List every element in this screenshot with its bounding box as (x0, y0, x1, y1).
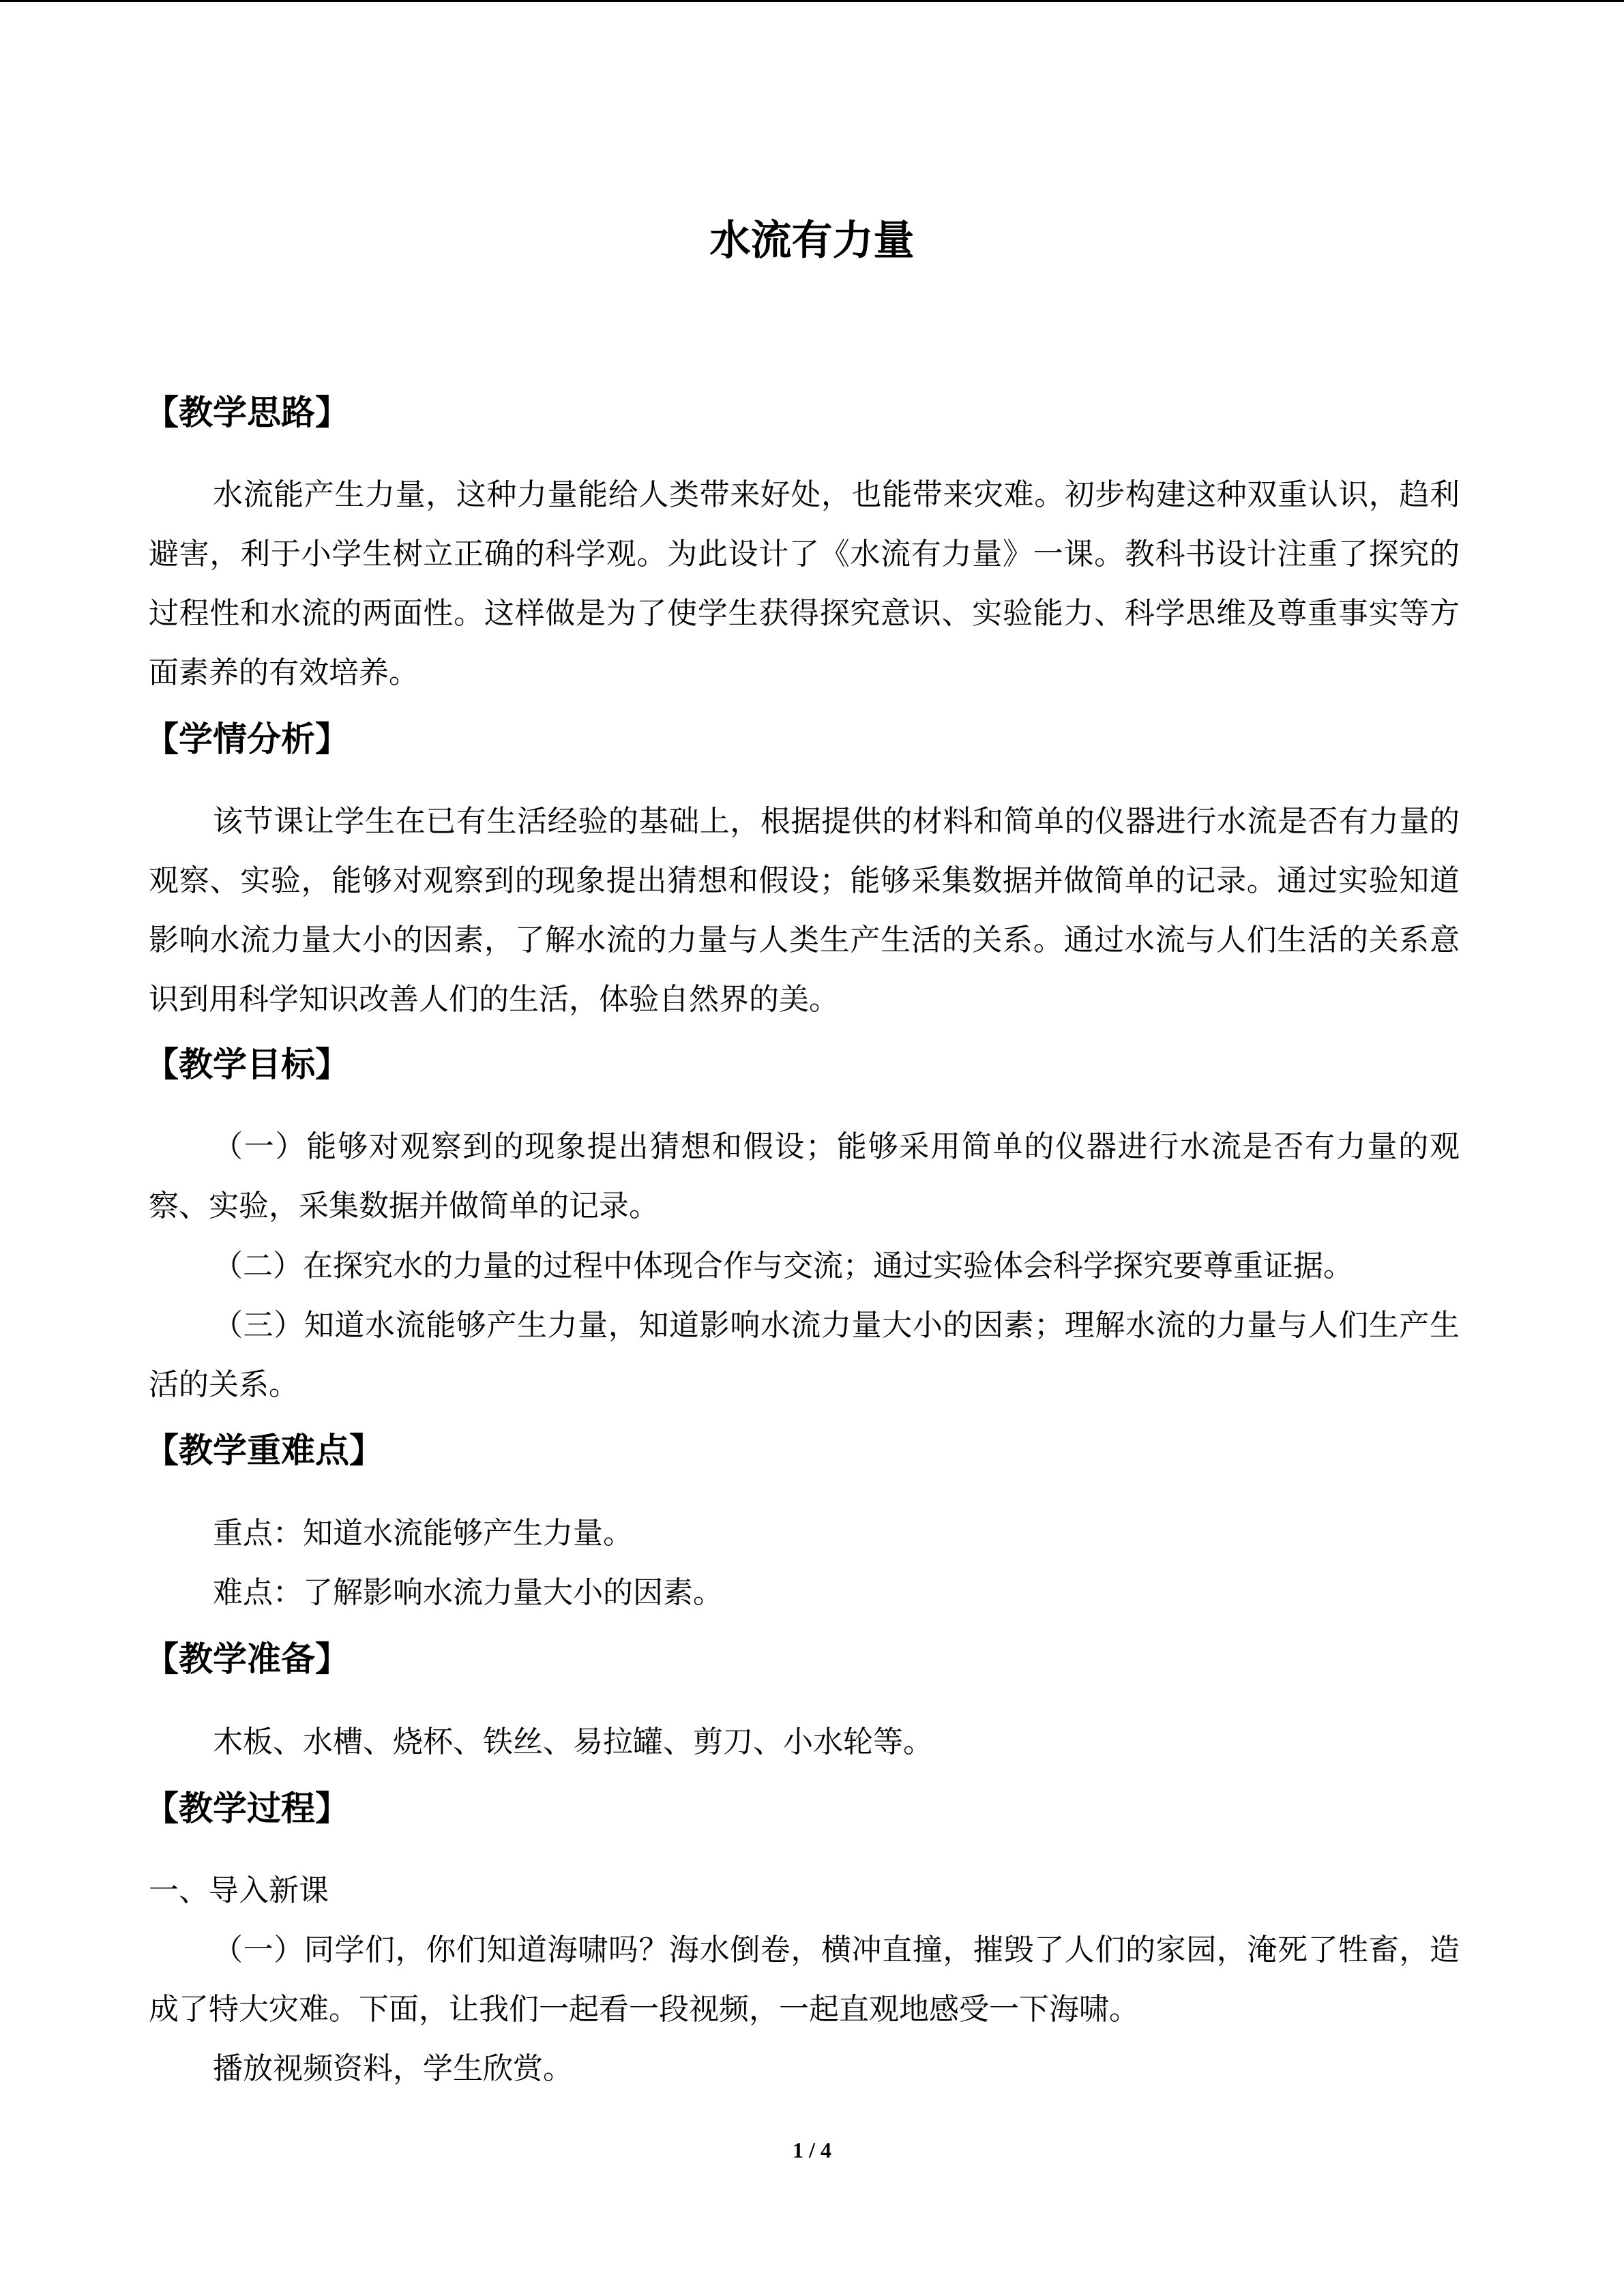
paragraph-objective-2: （二）在探究水的力量的过程中体现合作与交流；通过实验体会科学探究要尊重证据。 (213, 1249, 1353, 1283)
paragraph-step-intro: 一、导入新课 (149, 1873, 329, 1908)
paragraph-teaching-approach: 水流能产生力量，这种力量能给人类带来好处，也能带来灾难。初步构建这种双重认识，趋利避害，利于小学生树立正确的科学观。为此设计了《水流有力量》一课。教科书设计注重了探究的过程性和水流的两面性。这样做是为了使学生获得探究意识、实验能力、科学思维及尊重事实等方面素养的有效培养。 (149, 477, 1460, 690)
section-heading-key-difficult-points: 【教学重难点】 (145, 1431, 383, 1470)
paragraph-materials: 木板、水槽、烧杯、铁丝、易拉罐、剪刀、小水轮等。 (213, 1725, 933, 1759)
paragraph-play-video: 播放视频资料，学生欣赏。 (213, 2051, 573, 2086)
section-heading-teaching-preparation: 【教学准备】 (145, 1639, 349, 1679)
paragraph-learner-analysis: 该节课让学生在已有生活经验的基础上，根据提供的材料和简单的仪器进行水流是否有力量的观察、实验，能够对观察到的现象提出猜想和假设；能够采集数据并做简单的记录。通过实验知道影响水流力量大小的因素，了解水流的力量与人类生产生活的关系。通过水流与人们生活的关系意识到用科学知识改善人们的生活，体验自然界的美。 (149, 804, 1460, 1017)
section-heading-teaching-process: 【教学过程】 (145, 1789, 349, 1828)
section-heading-teaching-approach: 【教学思路】 (145, 393, 349, 432)
paragraph-key-point: 重点：知道水流能够产生力量。 (213, 1516, 633, 1551)
document-title: 水流有力量 (709, 217, 915, 265)
page-number: 1 / 4 (793, 2138, 831, 2162)
section-heading-learner-analysis: 【学情分析】 (145, 719, 349, 759)
section-heading-teaching-objectives: 【教学目标】 (145, 1045, 349, 1084)
paragraph-tsunami-intro: （一）同学们，你们知道海啸吗？海水倒卷，横冲直撞，摧毁了人们的家园，淹死了牲畜，造成了特大灾难。下面，让我们一起看一段视频，一起直观地感受一下海啸。 (149, 1933, 1460, 2027)
paragraph-objective-3: （三）知道水流能够产生力量，知道影响水流力量大小的因素；理解水流的力量与人们生产生活的关系。 (149, 1308, 1460, 1402)
paragraph-objective-1: （一）能够对观察到的现象提出猜想和假设；能够采用简单的仪器进行水流是否有力量的观察、实验，采集数据并做简单的记录。 (149, 1129, 1460, 1223)
paragraph-difficult-point: 难点：了解影响水流力量大小的因素。 (213, 1575, 723, 1610)
top-border-line (0, 0, 1624, 2)
